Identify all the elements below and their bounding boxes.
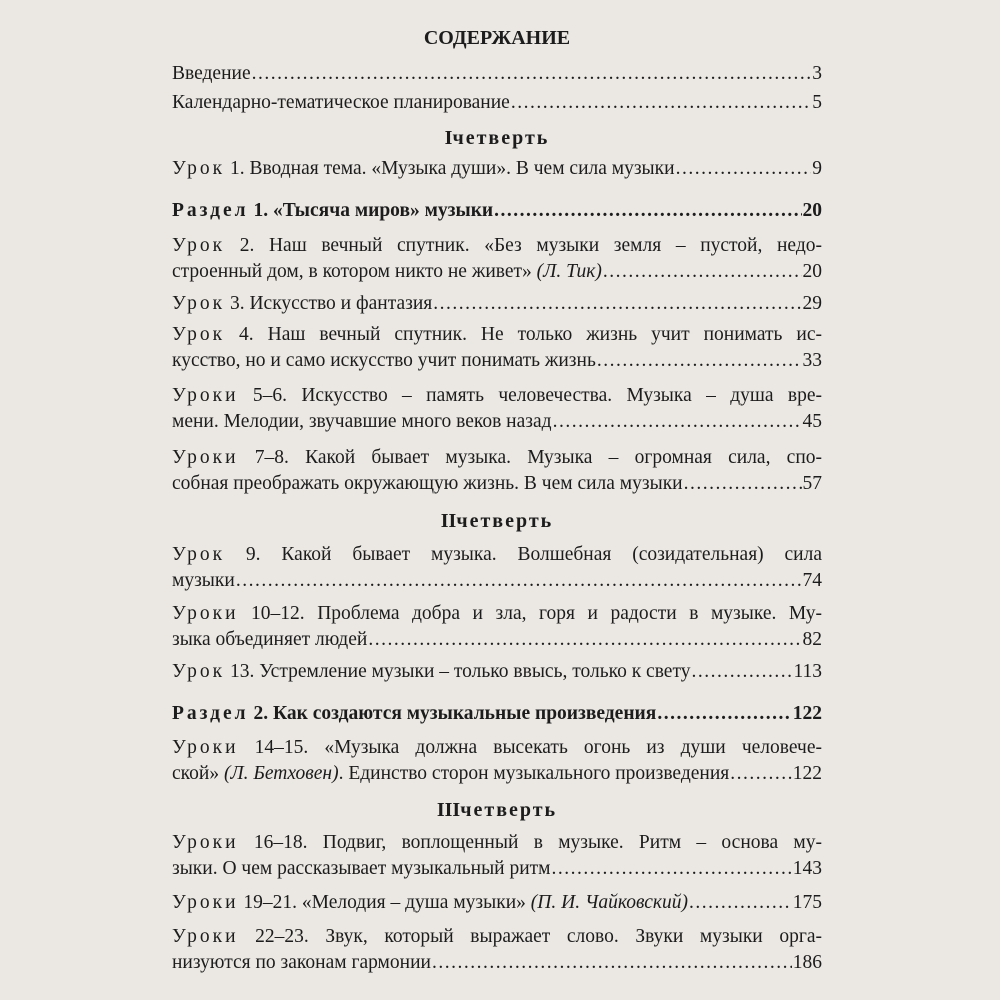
page-number: 122 xyxy=(792,703,822,724)
toc-entry-lessons-7-8[interactable]: Уроки 7–8. Какой бывает музыка. Музыка – огромная сила, спо- собная преображать окружающую жизнь. В чем сила музыки ..... 57 xyxy=(172,445,822,497)
page-number: 20 xyxy=(802,200,822,221)
toc-entry-lessons-5-6[interactable]: Уроки 5–6. Искусство – память человечества. Музыка – душа вре- мени. Мелодии, звучавшие много веков назад ..... 45 xyxy=(172,383,822,435)
page-number: 186 xyxy=(792,952,822,973)
toc-entry-lesson-4[interactable]: Урок 4. Наш вечный спутник. Не только жизнь учит понимать ис- кусство, но и само искусство учит понимать жизнь ..... 33 xyxy=(172,322,822,374)
toc-entry-lessons-16-18[interactable]: Уроки 16–18. Подвиг, воплощенный в музыке. Ритм – основа му- зыки. О чем рассказывает музыкальный ритм ..... 143 xyxy=(172,830,822,882)
toc-entry-calendar[interactable] xyxy=(172,90,822,116)
toc-entry-intro[interactable] xyxy=(172,61,822,87)
page-number: 33 xyxy=(802,350,822,371)
toc-entry-lesson-1[interactable]: Урок 1. Вводная тема. «Музыка души». В чем сила музыки ..... 9 xyxy=(172,156,822,182)
toc-entry-lesson-9[interactable]: Урок 9. Какой бывает музыка. Волшебная (созидательная) сила музыки ..... 74 xyxy=(172,542,822,594)
toc-entry-lesson-2[interactable]: Урок 2. Наш вечный спутник. «Без музыки земля – пустой, недо- строенный дом, в котором никто не живет» (Л. Тик) ..... 20 xyxy=(172,233,822,285)
page-number: 29 xyxy=(802,293,822,314)
toc-entry-lessons-19-21[interactable]: Уроки 19–21. «Мелодия – душа музыки» (П. И. Чайковский) ..... 175 xyxy=(172,890,822,916)
page-number: 5 xyxy=(812,92,822,113)
page-number: 113 xyxy=(793,661,822,682)
toc-entry-lessons-22-23[interactable]: Уроки 22–23. Звук, который выражает слово. Звуки музыки орга- низуются по законам гармонии ..... 186 xyxy=(172,924,822,976)
page-number: 82 xyxy=(802,629,822,650)
page-number: 122 xyxy=(792,763,822,784)
toc-entry-lessons-10-12[interactable]: Уроки 10–12. Проблема добра и зла, горя и радости в музыке. Му- зыка объединяет людей ..... 82 xyxy=(172,601,822,653)
page-title: СОДЕРЖАНИЕ xyxy=(423,27,571,49)
page-number: 20 xyxy=(802,261,822,282)
page-number: 45 xyxy=(802,411,822,432)
quarter-heading-2: IIчетверть xyxy=(440,510,554,532)
page-number: 175 xyxy=(792,892,822,913)
quarter-heading-1: Iчетверть xyxy=(444,127,550,149)
toc-entry-section-2[interactable]: Раздел 2. Как создаются музыкальные произведения ..... 122 xyxy=(172,701,822,727)
entry-label: Календарно-тематическое планирование xyxy=(172,92,510,113)
toc-entry-section-1[interactable]: Раздел 1. «Тысяча миров» музыки ..... 20 xyxy=(172,198,822,224)
page-number: 74 xyxy=(802,570,822,591)
page-number: 143 xyxy=(792,858,822,879)
quarter-heading-3: IIIчетверть xyxy=(436,799,558,821)
toc-entry-lessons-14-15[interactable]: Уроки 14–15. «Музыка должна высекать огонь из души человече- ской» (Л. Бетховен). Единство сторон музыкального произведения ..... 122 xyxy=(172,735,822,787)
entry-label: Введение xyxy=(172,63,251,84)
toc-entry-lesson-13[interactable]: Урок 13. Устремление музыки – только ввысь, только к свету ..... 113 xyxy=(172,659,822,685)
page-number: 3 xyxy=(812,63,822,84)
toc-entry-lesson-3[interactable]: Урок 3. Искусство и фантазия ..... 29 xyxy=(172,291,822,317)
page-number: 57 xyxy=(802,473,822,494)
page-number: 9 xyxy=(812,158,822,179)
